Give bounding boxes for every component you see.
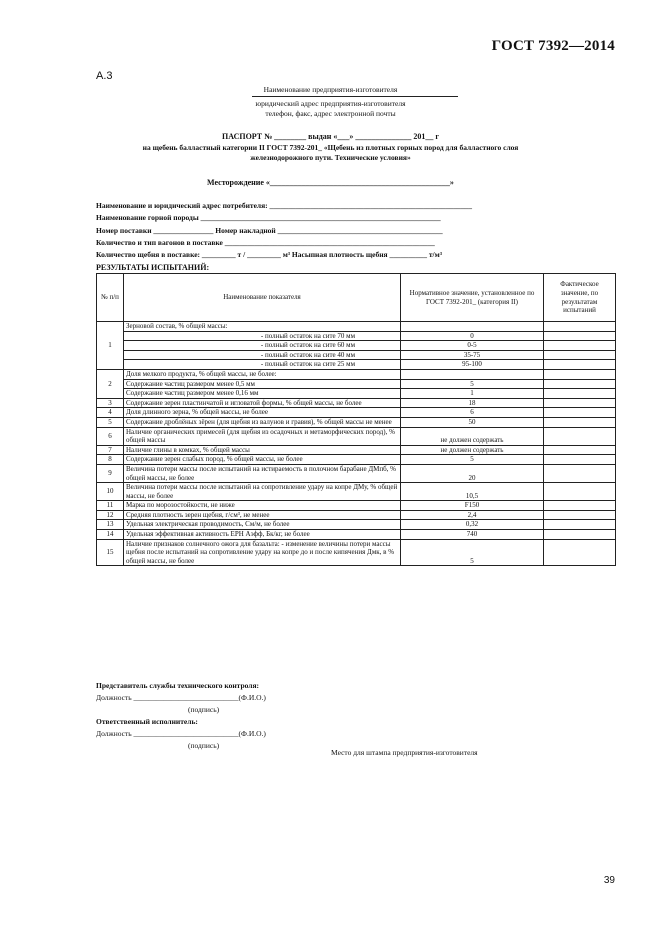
row-norm: 0 xyxy=(401,331,544,341)
row-fact xyxy=(544,408,616,418)
row-norm: не должен содержать xyxy=(401,427,544,445)
row-fact xyxy=(544,455,616,465)
row-name: Содержание зерен слабых пород, % общей массы, не более xyxy=(124,455,401,465)
row-number: 13 xyxy=(97,520,124,530)
org-address: юридический адрес предприятия-изготовителя xyxy=(255,99,406,108)
table-row xyxy=(97,341,616,351)
row-name: Величина потери массы после испытаний на сопротивление удару на копре ДМу, % общей массы, не более xyxy=(124,483,401,501)
table-row xyxy=(97,455,616,465)
table-row xyxy=(97,360,616,370)
row-name: Содержание частиц размером менее 0,16 мм xyxy=(124,389,401,399)
row-name: - полный остаток на сите 25 мм xyxy=(124,360,401,370)
table-row xyxy=(97,427,616,445)
row-number: 8 xyxy=(97,455,124,465)
table-row xyxy=(97,464,616,482)
wagons-field: Количество и тип вагонов в поставке ________________________________________________________ xyxy=(96,237,435,247)
row-norm: 18 xyxy=(401,398,544,408)
row-name: Доля мелкого продукта, % общей массы, не более: xyxy=(124,369,401,379)
row-name: Величина потери массы после испытаний на истираемость в полочном барабане ДМпб, % общей массы, не более xyxy=(124,464,401,482)
row-norm: 5 xyxy=(401,379,544,389)
standard-number: ГОСТ 7392—2014 xyxy=(491,38,615,54)
row-norm: не должен содержать xyxy=(401,445,544,455)
row-norm: 35-75 xyxy=(401,350,544,360)
table-row xyxy=(97,369,616,379)
row-number: 12 xyxy=(97,510,124,520)
signatures xyxy=(96,680,266,752)
row-norm: 6 xyxy=(401,408,544,418)
table-row xyxy=(97,322,616,332)
row-number: 2 xyxy=(97,369,124,398)
row-name: Зерновой состав, % общей массы: xyxy=(124,322,401,332)
row-name: - полный остаток на сите 70 мм xyxy=(124,331,401,341)
row-norm xyxy=(401,322,544,332)
executor-label: Ответственный исполнитель: xyxy=(96,717,198,726)
row-name: Удельная эффективная активность ЕРН Аэфф, Бк/кг, не более xyxy=(124,530,401,540)
results-table xyxy=(96,273,616,566)
quantity-field: Количество щебня в поставке: _________ т / _________ м³ Насыпная плотность щебня __________ т/м³ xyxy=(96,250,442,260)
row-name: - полный остаток на сите 40 мм xyxy=(124,350,401,360)
row-norm: 10,5 xyxy=(401,483,544,501)
passport-subtitle xyxy=(0,143,661,163)
table-row xyxy=(97,408,616,418)
row-number: 1 xyxy=(97,322,124,370)
row-number: 10 xyxy=(97,483,124,501)
table-row xyxy=(97,417,616,427)
stamp-place: Место для штампа предприятия-изготовителя xyxy=(331,748,478,757)
row-norm: 5 xyxy=(401,455,544,465)
org-name-caption: Наименование предприятия-изготовителя xyxy=(263,85,398,94)
delivery-number-field: Номер поставки ________________ Номер накладной ____________________________________________ xyxy=(96,225,443,235)
table-row xyxy=(97,539,616,566)
row-number: 9 xyxy=(97,464,124,482)
table-row xyxy=(97,379,616,389)
passport-title: ПАСПОРТ № ________ выдан «___» ______________ 201__ г xyxy=(221,132,440,141)
row-norm: 95-100 xyxy=(401,360,544,370)
table-row xyxy=(97,331,616,341)
col-norm-header: Нормативное значение, установленное по ГОСТ 7392-201_ (категория II) xyxy=(401,274,544,322)
row-name: Содержание зерен пластинчатой и игловатой формы, % общей массы, не более xyxy=(124,398,401,408)
row-name: Марка по морозостойкости, не ниже xyxy=(124,501,401,511)
row-name: Содержание дроблёных зёрен (для щебня из валунов и гравия), % общей массы не менее xyxy=(124,417,401,427)
row-fact xyxy=(544,398,616,408)
row-norm: 2,4 xyxy=(401,510,544,520)
row-name: Удельная электрическая проводимость, См/м, не более xyxy=(124,520,401,530)
table-row xyxy=(97,520,616,530)
col-name-header: Наименование показателя xyxy=(124,274,401,322)
divider xyxy=(252,96,458,97)
row-norm: F150 xyxy=(401,501,544,511)
passport-subtitle-line1: на щебень балластный категории II ГОСТ 7392-201_ «Щебень из плотных горных пород для балластного слоя xyxy=(142,143,519,152)
row-fact xyxy=(544,322,616,332)
tech-control-label: Представитель службы технического контроля: xyxy=(96,681,260,690)
row-name: Доля длинного зерна, % общей массы, не более xyxy=(124,408,401,418)
table-row xyxy=(97,398,616,408)
row-number: 15 xyxy=(97,539,124,566)
row-number: 5 xyxy=(97,417,124,427)
position-field-1: Должность ____________________________(Ф.И.О.) xyxy=(96,693,266,702)
row-number: 11 xyxy=(97,501,124,511)
row-name: Наличие глины в комках, % общей массы xyxy=(124,445,401,455)
row-fact xyxy=(544,483,616,501)
row-norm: 0-5 xyxy=(401,341,544,351)
row-fact xyxy=(544,369,616,379)
row-fact xyxy=(544,331,616,341)
table-row xyxy=(97,530,616,540)
signature-caption-2: (подпись) xyxy=(188,741,220,750)
row-norm xyxy=(401,369,544,379)
table-row xyxy=(97,350,616,360)
row-fact xyxy=(544,445,616,455)
row-number: 3 xyxy=(97,398,124,408)
passport-subtitle-line2: железнодорожного пути. Технические условия» xyxy=(250,153,411,162)
table-row xyxy=(97,501,616,511)
org-details xyxy=(0,99,661,119)
delivery-info xyxy=(96,200,472,261)
row-fact xyxy=(544,350,616,360)
row-fact xyxy=(544,427,616,445)
row-name: Наличие признаков солнечного ожога для базальта: - изменение величины потери массы щебня после испытаний на сопротивление удару на копре до и после кипячения Дмк, в % общей массы, не более xyxy=(124,539,401,566)
page-number: 39 xyxy=(603,875,615,886)
row-norm: 50 xyxy=(401,417,544,427)
table-row xyxy=(97,445,616,455)
signature-caption-1: (подпись) xyxy=(188,705,220,714)
table-row xyxy=(97,389,616,399)
rock-field: Наименование горной породы ________________________________________________________________ xyxy=(96,213,441,223)
row-number: 4 xyxy=(97,408,124,418)
row-number: 6 xyxy=(97,427,124,445)
row-norm: 1 xyxy=(401,389,544,399)
row-name: - полный остаток на сите 60 мм xyxy=(124,341,401,351)
consumer-field: Наименование и юридический адрес потребителя: ______________________________________________________ xyxy=(96,201,473,210)
row-fact xyxy=(544,520,616,530)
row-norm: 5 xyxy=(401,539,544,566)
row-fact xyxy=(544,360,616,370)
row-number: 7 xyxy=(97,445,124,455)
row-fact xyxy=(544,539,616,566)
position-field-2: Должность ____________________________(Ф.И.О.) xyxy=(96,729,266,738)
row-norm: 740 xyxy=(401,530,544,540)
table-row xyxy=(97,510,616,520)
row-fact xyxy=(544,530,616,540)
deposit-field: Месторождение «_____________________________________________» xyxy=(207,178,454,187)
row-fact xyxy=(544,379,616,389)
annex-label: А.3 xyxy=(96,70,113,82)
row-fact xyxy=(544,501,616,511)
row-fact xyxy=(544,389,616,399)
row-name: Наличие органических примесей (для щебня из осадочных и метаморфических пород), % общей массы xyxy=(124,427,401,445)
row-fact xyxy=(544,417,616,427)
row-fact xyxy=(544,510,616,520)
col-num-header: № п/п xyxy=(97,274,124,322)
results-title: РЕЗУЛЬТАТЫ ИСПЫТАНИЙ: xyxy=(96,263,210,272)
org-contacts: телефон, факс, адрес электронной почты xyxy=(265,109,396,118)
row-norm: 20 xyxy=(401,464,544,482)
row-fact xyxy=(544,464,616,482)
row-name: Средняя плотность зерен щебня, г/см³, не менее xyxy=(124,510,401,520)
row-norm: 0,32 xyxy=(401,520,544,530)
row-name: Содержание частиц размером менее 0,5 мм xyxy=(124,379,401,389)
col-fact-header: Фактическое значение, по результатам испытаний xyxy=(544,274,616,322)
row-fact xyxy=(544,341,616,351)
table-row xyxy=(97,483,616,501)
row-number: 14 xyxy=(97,530,124,540)
